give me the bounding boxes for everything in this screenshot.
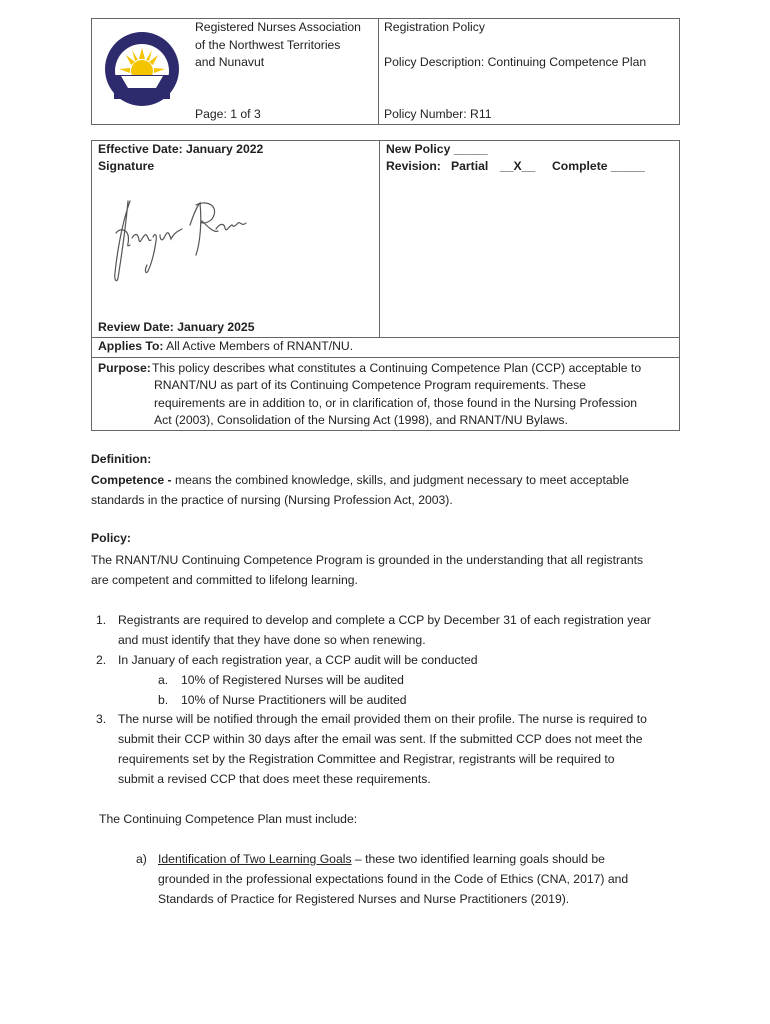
item-a-line-1-rest: – these two identified learning goals should be bbox=[351, 852, 605, 866]
page-number: Page: 1 of 3 bbox=[195, 107, 261, 121]
purpose-line-1: This policy describes what constitutes a Continuing Competence Plan (CCP) acceptable to bbox=[152, 361, 642, 375]
list-item-2-line-1: In January of each registration year, a CCP audit will be conducted bbox=[118, 653, 478, 667]
revision-partial-mark: __X__ bbox=[500, 159, 536, 173]
list-item-3-line-2: submit their CCP within 30 days after the email was sent. If the submitted CCP does not meet the bbox=[118, 732, 643, 746]
sublist-a-letter: a. bbox=[158, 673, 169, 687]
competence-term: Competence - bbox=[91, 473, 172, 487]
signature-label: Signature bbox=[98, 159, 155, 173]
item-a-line-2: grounded in the professional expectations found in the Code of Ethics (CNA, 2017) and bbox=[158, 872, 629, 886]
sublist-b-letter: b. bbox=[158, 693, 169, 707]
competence-line-2: standards in the practice of nursing (Nursing Profession Act, 2003). bbox=[91, 493, 453, 507]
list-item-3-line-3: requirements set by the Registration Committee and Registrar, registrants will be required to bbox=[118, 752, 615, 766]
policy-description: Policy Description: Continuing Competence Plan bbox=[384, 55, 647, 69]
meta-divider-h2 bbox=[91, 357, 680, 358]
revision-label: Revision: bbox=[386, 159, 441, 173]
purpose-label: Purpose: bbox=[98, 361, 151, 375]
sublist-b-text: 10% of Nurse Practitioners will be audited bbox=[181, 693, 407, 707]
purpose-line-4: Act (2003), Consolidation of the Nursing Act (1998), and RNANT/NU Bylaws. bbox=[154, 413, 568, 427]
list-item-2-number: 2. bbox=[96, 653, 107, 667]
applies-value: All Active Members of RNANT/NU. bbox=[166, 339, 354, 353]
meta-divider-vertical bbox=[379, 140, 380, 337]
item-a-line-1 bbox=[158, 849, 605, 869]
item-a-title: Identification of Two Learning Goals bbox=[158, 852, 352, 866]
applies-to bbox=[98, 338, 353, 356]
list-item-3-line-1: The nurse will be notified through the email provided them on their profile. The nurse is required to bbox=[118, 712, 647, 726]
list-item-3-number: 3. bbox=[96, 712, 107, 726]
revision-partial: Partial bbox=[451, 159, 489, 173]
applies-label: Applies To: bbox=[98, 339, 164, 353]
sublist-a-text: 10% of Registered Nurses will be audited bbox=[181, 673, 404, 687]
new-policy: New Policy _____ bbox=[386, 142, 488, 156]
policy-heading: Policy: bbox=[91, 531, 131, 545]
list-item-1-line-1: Registrants are required to develop and complete a CCP by December 31 of each registration year bbox=[118, 613, 651, 627]
list-item-1-line-2: and must identify that they have done so when renewing. bbox=[118, 633, 426, 647]
policy-line-1: The RNANT/NU Continuing Competence Program is grounded in the understanding that all registrants bbox=[91, 553, 644, 567]
review-date: Review Date: January 2025 bbox=[98, 320, 255, 334]
purpose-line-2: RNANT/NU as part of its Continuing Competence Program requirements. These bbox=[154, 378, 586, 392]
item-a-letter: a) bbox=[136, 852, 147, 866]
ccp-intro: The Continuing Competence Plan must include: bbox=[99, 812, 358, 826]
purpose-line-3: requirements are in addition to, or in clarification of, those found in the Nursing Profession bbox=[154, 396, 638, 410]
doc-type: Registration Policy bbox=[384, 20, 485, 34]
signature-image bbox=[108, 193, 253, 288]
item-a-line-3: Standards of Practice for Registered Nurses and Nurse Practitioners (2019). bbox=[158, 892, 570, 906]
list-item-3-line-4: submit a revised CCP that does meet these requirements. bbox=[118, 772, 431, 786]
list-item-1-number: 1. bbox=[96, 613, 107, 627]
competence-definition bbox=[91, 470, 629, 490]
definition-heading: Definition: bbox=[91, 452, 152, 466]
policy-line-2: are competent and committed to lifelong learning. bbox=[91, 573, 358, 587]
policy-number: Policy Number: R11 bbox=[384, 107, 492, 121]
org-logo bbox=[104, 31, 180, 107]
competence-line-1: means the combined knowledge, skills, and judgment necessary to meet acceptable bbox=[174, 473, 629, 487]
org-name: Registered Nurses Association of the Northwest Territories and Nunavut bbox=[195, 20, 361, 69]
header-divider bbox=[378, 18, 379, 125]
effective-date: Effective Date: January 2022 bbox=[98, 142, 264, 156]
revision-complete: Complete _____ bbox=[552, 159, 645, 173]
